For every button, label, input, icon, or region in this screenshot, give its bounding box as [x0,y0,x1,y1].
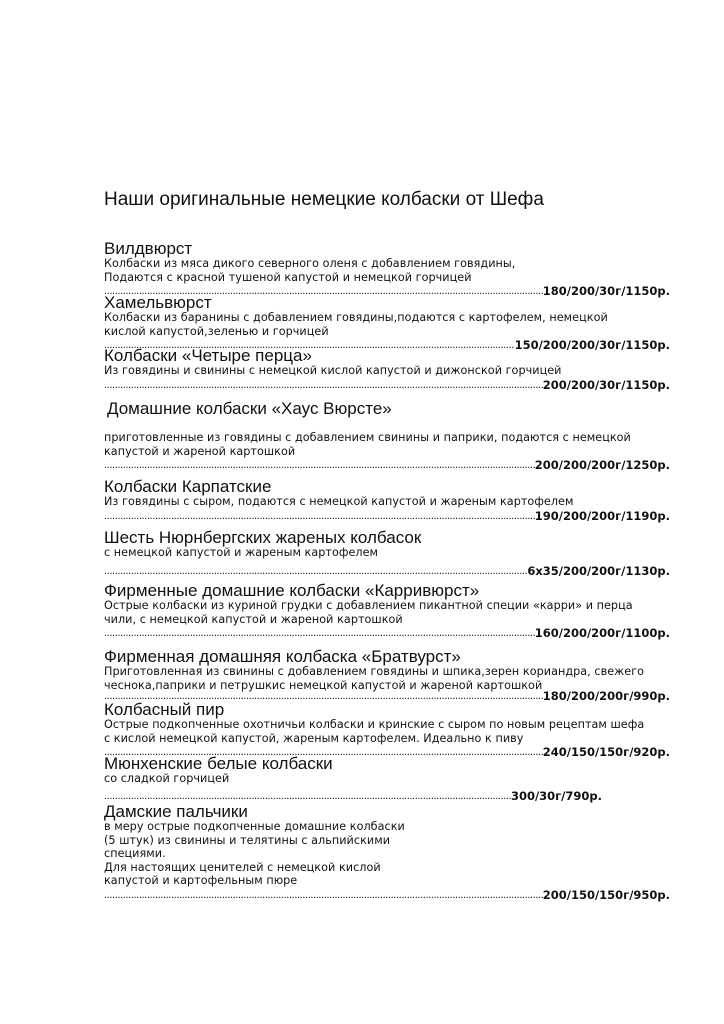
item-price: 6х35/200/200г/1130р. [527,563,670,578]
item-price: 200/200/30г/1150р. [542,377,670,392]
dot-leader [104,790,511,803]
dot-leader [104,889,543,902]
item-description: с немецкой капустой и жареным картофелем [104,546,379,559]
item-name: Мюнхенские белые колбаски [104,754,333,773]
page-title: Наши оригинальные немецкие колбаски от Шефа [104,189,544,210]
item-name: Колбасный пир [104,700,225,719]
item-name: Колбаски «Четыре перца» [104,346,312,365]
item-name: Домашние колбаски «Хаус Вюрсте» [107,399,392,418]
menu-item [104,294,670,352]
dot-leader [104,379,543,392]
item-name: Фирменные домашние колбаски «Карривюрст» [104,581,480,600]
price-row [104,377,670,392]
menu-item [104,529,670,578]
item-price: 160/200/200г/1100р. [534,626,670,640]
item-name: Вилдвюрст [104,239,193,258]
item-description: Колбаски из мяса дикого северного оленя с добавлением говядины, Подаются с красной тушеной капустой и немецкой горчицей [104,257,516,284]
price-row [104,508,670,523]
menu-item [104,755,670,803]
price-row [104,457,670,472]
item-description: Острые колбаски из куриной грудки с добавлением пикантной специи «карри» и перца чили, с немецкой капустой и жареной картошкой [104,599,633,626]
price-row [104,625,670,640]
item-price: 240/150/150г/920р. [542,745,670,759]
item-name: Шесть Нюрнбергских жареных колбасок [104,528,422,547]
item-description: Приготовленная из свинины с добавлением говядины и шпика,зерен кориандра, свежего чеснока,паприки и петрушкис немецкой капустой и жареной картошкой [104,665,645,692]
item-description: Из говядины и свинины с немецкой кислой капустой и дижонской горчицей [104,364,562,377]
dot-leader [104,627,535,640]
item-price: 150/200/200/30г/1150р. [514,338,670,352]
item-description: Острые подкопченные охотничьи колбаски и кринские с сыром по новым рецептам шефа с кислой немецкой капустой, жареным картофелем. Идеально к пиву [104,718,645,745]
item-price: 180/200/200г/990р. [542,689,670,703]
item-name: Дамские пальчики [104,802,248,821]
item-price: 300/30г/790р. [510,788,602,803]
price-row [104,788,670,803]
menu-item [104,400,670,472]
menu-item [104,240,670,298]
item-description: со сладкой горчицей [104,772,230,785]
dot-leader [104,459,535,472]
item-price: 200/200/200г/1250р. [534,458,670,472]
item-description: Из говядины с сыром, подаются с немецкой капустой и жареным картофелем [104,495,574,508]
item-price: 180/200/30г/1150р. [542,284,670,298]
item-name: Хамельвюрст [104,293,212,312]
price-row [104,887,670,902]
menu-item [104,347,670,392]
item-price: 200/150/150г/950р. [542,887,670,902]
menu-item [104,478,670,523]
item-description: в меру острые подкопченные домашние колбаски (5 штук) из свинины и телятины с альпийскими специями. Для настоящих ценителей с немецкой кислой капустой и картофельным пюре [104,820,405,887]
menu-item [104,701,670,759]
item-name: Фирменная домашняя колбаска «Братвурст» [104,647,461,666]
dot-leader [104,565,527,578]
item-price: 190/200/200г/1190р. [534,508,670,523]
price-row [104,563,670,578]
item-name: Колбаски Карпатские [104,477,272,496]
menu-item [104,582,670,640]
item-description: Колбаски из баранины с добавлением говядины,подаются с картофелем, немецкой кислой капустой,зеленью и горчицей [104,311,608,338]
item-description: приготовленные из говядины с добавлением свинины и паприки, подаются с немецкой капустой и жареной картошкой [104,431,631,458]
menu-item [104,803,670,902]
menu-item [104,648,670,703]
dot-leader [104,510,535,523]
